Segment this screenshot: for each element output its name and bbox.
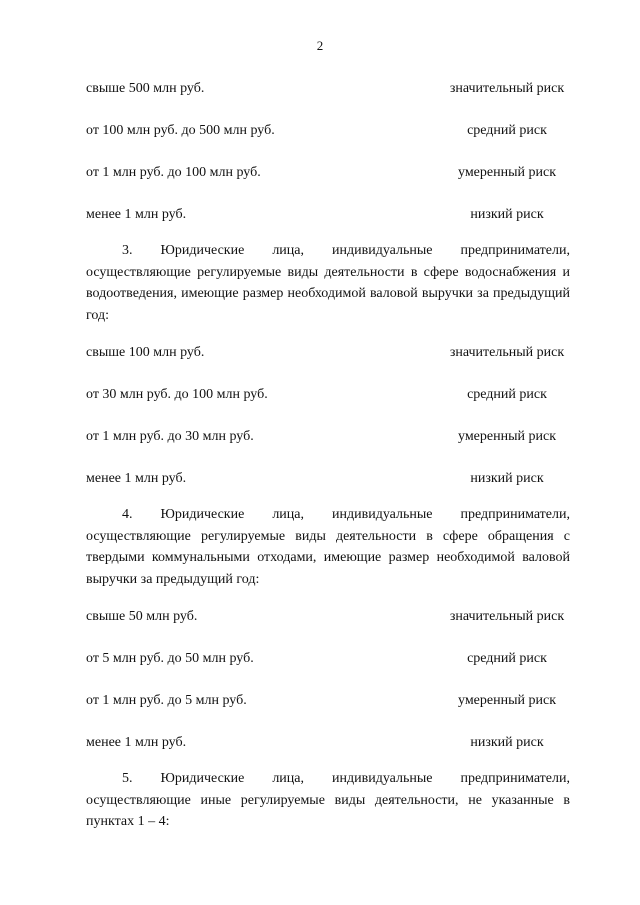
risk-level: средний риск bbox=[467, 123, 547, 138]
revenue-range: от 100 млн руб. до 500 млн руб. bbox=[86, 123, 275, 138]
risk-row bbox=[86, 344, 570, 362]
risk-row bbox=[86, 386, 570, 404]
risk-row bbox=[86, 80, 570, 98]
paragraph-5: 5. Юридические лица, индивидуальные предприниматели, осуществляющие иные регулируемые виды деятельности, не указанные в пунктах 1 – 4: bbox=[86, 771, 570, 829]
risk-row bbox=[86, 206, 570, 224]
revenue-range: свыше 500 млн руб. bbox=[86, 81, 205, 96]
risk-row bbox=[86, 164, 570, 182]
page-number: 2 bbox=[316, 38, 324, 53]
risk-level: низкий риск bbox=[470, 207, 544, 222]
risk-level: значительный риск bbox=[449, 609, 565, 624]
risk-row bbox=[86, 608, 570, 626]
risk-row bbox=[86, 470, 570, 488]
revenue-range: от 1 млн руб. до 5 млн руб. bbox=[86, 693, 247, 708]
risk-level: значительный риск bbox=[449, 345, 565, 360]
revenue-range: от 1 млн руб. до 30 млн руб. bbox=[86, 429, 254, 444]
risk-row bbox=[86, 650, 570, 668]
risk-level: низкий риск bbox=[470, 471, 544, 486]
revenue-range: от 1 млн руб. до 100 млн руб. bbox=[86, 165, 261, 180]
revenue-range: свыше 100 млн руб. bbox=[86, 345, 205, 360]
paragraph-4: 4. Юридические лица, индивидуальные предприниматели, осуществляющие регулируемые виды деятельности в сфере обращения с твердыми коммунальными отходами, имеющие размер необходимой валовой выручки за предыдущий год: bbox=[86, 507, 570, 587]
risk-row bbox=[86, 428, 570, 446]
revenue-range: свыше 50 млн руб. bbox=[86, 609, 198, 624]
risk-level: средний риск bbox=[467, 387, 547, 402]
risk-level: значительный риск bbox=[449, 81, 565, 96]
risk-level: умеренный риск bbox=[458, 693, 556, 708]
revenue-range: менее 1 млн руб. bbox=[86, 207, 187, 222]
paragraph-3: 3. Юридические лица, индивидуальные предприниматели, осуществляющие регулируемые виды деятельности в сфере водоснабжения и водоотведения, имеющие размер необходимой валовой выручки за предыдущий год: bbox=[86, 243, 570, 323]
risk-level: средний риск bbox=[467, 651, 547, 666]
revenue-range: от 30 млн руб. до 100 млн руб. bbox=[86, 387, 268, 402]
risk-row bbox=[86, 692, 570, 710]
risk-row bbox=[86, 122, 570, 140]
risk-row bbox=[86, 734, 570, 752]
risk-level: низкий риск bbox=[470, 735, 544, 750]
risk-level: умеренный риск bbox=[458, 429, 556, 444]
risk-level: умеренный риск bbox=[458, 165, 556, 180]
revenue-range: от 5 млн руб. до 50 млн руб. bbox=[86, 651, 254, 666]
revenue-range: менее 1 млн руб. bbox=[86, 471, 187, 486]
revenue-range: менее 1 млн руб. bbox=[86, 735, 187, 750]
